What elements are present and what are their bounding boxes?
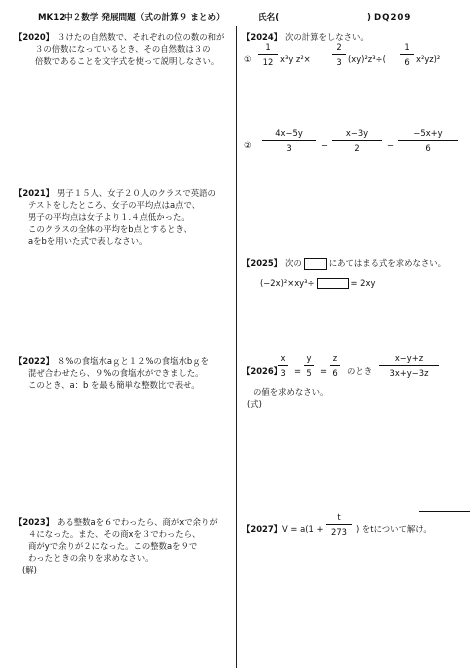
column-divider	[236, 26, 237, 668]
problem-text-line: 男子の平均点は女子より１.４点低かった。	[28, 212, 190, 222]
problem-text-line: わったときの余りを求めなさい。	[28, 553, 154, 563]
fraction	[379, 353, 439, 379]
problem-text-line: ８%の食塩水aｇと１２%の食塩水bｇを	[57, 356, 209, 366]
fraction-bar	[330, 365, 340, 366]
equation-left: V = a(1 +	[282, 524, 324, 534]
problem-text-line: 商がyで余りが２になった。この整数aを９で	[28, 541, 198, 551]
problem-text-line: ４になった。また、その商xを３でわったら、	[28, 529, 201, 539]
problem-number: 【2024】	[242, 32, 283, 42]
problem-text-line: ある整数aを６でわったら、商がxで余りが	[57, 517, 218, 527]
operator: =	[294, 366, 302, 376]
term: x³y z²×	[280, 54, 311, 64]
fraction	[262, 128, 316, 154]
fraction-numerator: 1	[265, 42, 271, 52]
answer-label: (解)	[22, 565, 37, 575]
fraction-denominator: 3	[280, 368, 286, 378]
operator: =	[320, 366, 328, 376]
problem-number: 【2025】	[242, 258, 283, 268]
fraction-numerator: t	[337, 512, 341, 522]
name-label: 氏名(	[258, 13, 280, 23]
problem-text-line: 次の計算をしなさい。	[285, 32, 369, 42]
problem-text: 次の	[285, 258, 302, 268]
fraction	[278, 353, 288, 379]
fraction-numerator: −5x+y	[413, 128, 443, 138]
fraction	[332, 42, 346, 68]
problem-text-line: 倍数であることを文字式を使って説明しなさい。	[35, 56, 220, 66]
fraction-denominator: 3	[286, 143, 292, 153]
problem-text: のとき	[347, 366, 373, 376]
document-id: DQ209	[374, 13, 412, 23]
problem-number: 【2020】	[14, 32, 55, 42]
fraction-numerator: x−3y	[345, 128, 369, 138]
part-mark: ②	[244, 140, 252, 150]
fraction-numerator: z	[332, 353, 338, 363]
problem-number: 【2023】	[14, 517, 55, 527]
fraction-denominator: 6	[425, 143, 431, 153]
fraction-numerator: y	[306, 353, 312, 363]
fraction	[304, 353, 314, 379]
problem-number: 【2027】	[242, 524, 283, 534]
equation-right: = 2xy	[350, 278, 376, 288]
problem-text: ) をtについて解け。	[356, 524, 432, 534]
problem-text-line: ３けたの自然数で、それぞれの位の数の和が	[57, 32, 225, 42]
name-close-paren: )	[367, 13, 371, 23]
fraction	[330, 353, 340, 379]
problem-number: 【2021】	[14, 188, 55, 198]
fraction-denominator: 6	[404, 57, 410, 67]
problem-text-line: aをbを用いた式で表しなさい。	[28, 236, 148, 246]
problem-text-line: このとき、a：b を最も簡単な整数比で表せ。	[28, 380, 200, 390]
fraction-numerator: 1	[404, 42, 410, 52]
worksheet-code: MK12	[38, 13, 66, 23]
fraction-numerator: x	[280, 353, 286, 363]
fraction-denominator: 2	[354, 143, 360, 153]
problem-text-line: ３の倍数になっているとき、その自然数は３の	[35, 44, 211, 54]
problem-text-line: 混ぜ合わせたら、９%の食塩水ができました。	[28, 368, 204, 378]
fraction-numerator: x−y+z	[394, 353, 424, 363]
fraction	[332, 128, 382, 154]
fraction-denominator: 273	[331, 527, 347, 537]
fraction-bar	[400, 54, 414, 55]
problem-text-line: このクラスの全体の平均をb点とするとき、	[28, 224, 192, 234]
fraction-bar	[332, 54, 346, 55]
answer-label: (式)	[247, 399, 262, 409]
fraction-bar	[258, 54, 278, 55]
fraction-denominator: 6	[332, 368, 338, 378]
fraction-numerator: 4x−5y	[275, 128, 303, 138]
operator: −	[321, 140, 329, 150]
equation	[260, 277, 375, 289]
problem-text: にあてはまる式を求めなさい。	[328, 258, 446, 268]
fraction-denominator: 3x+y−3z	[389, 368, 429, 378]
operator: −	[387, 140, 395, 150]
fraction-bar	[379, 365, 439, 366]
answer-box[interactable]	[317, 278, 349, 289]
fraction-bar	[332, 140, 382, 141]
problem-text-line: の値を求めなさい。	[253, 387, 329, 397]
fraction-bar	[326, 524, 352, 525]
blank-box	[304, 258, 327, 270]
overline-mark	[419, 511, 470, 512]
fraction	[326, 512, 352, 538]
equation-left: (−2x)²×xy³÷	[260, 278, 315, 288]
fraction-bar	[262, 140, 316, 141]
fraction-denominator: 12	[262, 57, 274, 67]
problem-number: 【2022】	[14, 356, 55, 366]
fraction-bar	[398, 140, 458, 141]
fraction-bar	[278, 365, 288, 366]
term: x²yz)²	[416, 54, 441, 64]
fraction-bar	[304, 365, 314, 366]
fraction-denominator: 5	[306, 368, 312, 378]
fraction	[258, 42, 278, 68]
fraction-numerator: 2	[336, 42, 342, 52]
problem-text-line	[285, 257, 446, 270]
problem-text-line: 男子１５人、女子２０人のクラスで英語の	[57, 188, 216, 198]
problem-number: 【2026】	[242, 366, 283, 376]
part-mark: ①	[244, 54, 252, 64]
fraction	[400, 42, 414, 68]
fraction	[398, 128, 458, 154]
term: (xy)²z³÷(	[348, 54, 386, 64]
worksheet-title: 中２数学 発展問題（式の計算９ まとめ）	[64, 13, 225, 23]
problem-text-line: テストをしたところ、女子の平均点はa点で、	[28, 200, 201, 210]
fraction-denominator: 3	[336, 57, 342, 67]
